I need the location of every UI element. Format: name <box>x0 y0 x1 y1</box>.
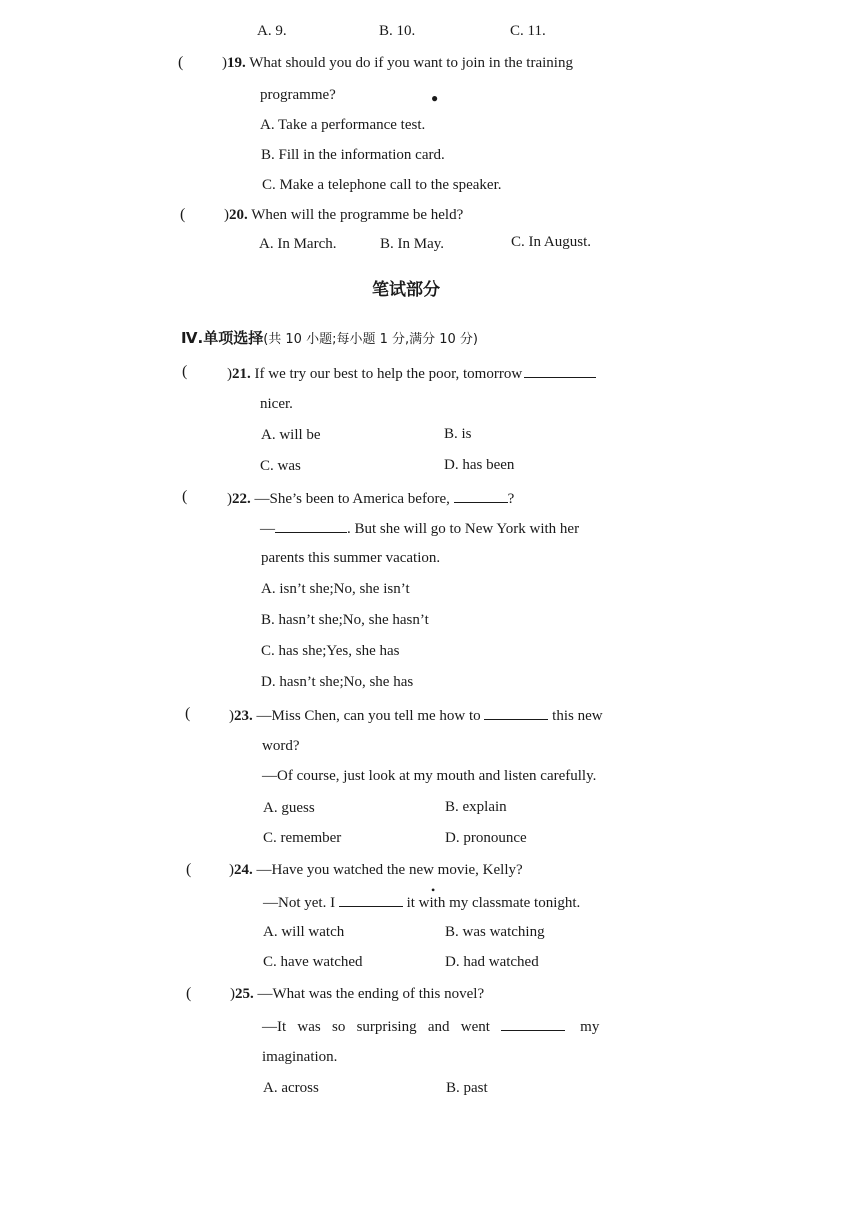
q19-paren-close: ) <box>222 55 227 71</box>
section-4-roman: Ⅳ. <box>181 329 204 347</box>
q23-blank[interactable] <box>484 705 548 720</box>
section-4-heading <box>181 328 478 350</box>
q21-option-c: C. was <box>260 458 301 474</box>
q21-stem-line2: nicer. <box>260 396 293 412</box>
q22-answer-paren-open: ( <box>182 488 188 505</box>
q25-stem-line2b: my <box>580 1019 600 1035</box>
q24-stem-line1: —Have you watched the new movie, Kelly? <box>256 862 523 878</box>
q24-option-b: B. was watching <box>445 924 545 940</box>
q20-option-a: A. In March. <box>259 236 337 252</box>
q24-stem-line2a: —Not yet. I <box>263 895 336 911</box>
q22-option-d: D. hasn’t she;No, she has <box>261 674 414 690</box>
q25-stem-line1: —What was the ending of this novel? <box>257 986 485 1002</box>
q24-question: )24. —Have you watched the new movie, Kelly? <box>229 862 523 878</box>
q25-answer-paren-open: ( <box>186 985 192 1002</box>
q24-blank[interactable] <box>339 892 403 907</box>
q20-stem: When will the programme be held? <box>251 207 464 223</box>
q19-stem-line1: What should you do if you want to join in the training <box>249 55 573 71</box>
q21-blank[interactable] <box>524 363 596 378</box>
q22-blank-2[interactable] <box>275 518 347 533</box>
q21-option-d: D. has been <box>444 457 515 473</box>
q19-question <box>222 54 573 72</box>
q22-number: 22. <box>232 491 251 507</box>
q22-option-b: B. hasn’t she;No, she hasn’t <box>261 612 429 628</box>
q18-option-c: C. 11. <box>510 23 546 39</box>
q23-answer-paren-open: ( <box>185 705 191 722</box>
q20-option-c: C. In August. <box>511 234 592 250</box>
q25-stem-line2 <box>262 1016 599 1036</box>
q24-option-c: C. have watched <box>263 954 363 970</box>
q18-option-b: B. 10. <box>379 23 416 39</box>
q22-blank-1[interactable] <box>454 488 508 503</box>
q22-stem-line2 <box>260 518 579 538</box>
q23-question: )23. —Miss Chen, can you tell me how to this new <box>229 705 603 725</box>
q20-answer-paren-open: ( <box>180 206 186 223</box>
q21-option-b: B. is <box>444 426 472 442</box>
q22-stem-line2b: . But she will go to New York with her <box>347 521 580 537</box>
q25-blank[interactable] <box>501 1016 565 1031</box>
ink-mark: ● <box>431 91 439 105</box>
q23-option-b: B. explain <box>445 799 507 815</box>
q21-question: )21. If we try our best to help the poor, tomorrow <box>227 363 596 383</box>
section-4-title: 单项选择 <box>203 329 264 347</box>
q19-option-c: C. Make a telephone call to the speaker. <box>262 177 502 193</box>
q20-number: 20. <box>229 207 248 223</box>
q23-number: 23. <box>234 708 253 724</box>
q25-question: )25. —What was the ending of this novel? <box>230 986 485 1002</box>
q19-number: 19. <box>227 55 246 71</box>
section-4-note: (共 10 小题;每小题 1 分,满分 10 分) <box>263 332 479 347</box>
q18-option-a: A. 9. <box>257 23 287 39</box>
q23-stem-line2: word? <box>262 738 300 754</box>
q19-option-b: B. Fill in the information card. <box>261 147 445 163</box>
q24-number: 24. <box>234 862 253 878</box>
q19-answer-paren-open: ( <box>178 54 184 71</box>
q25-number: 25. <box>235 986 254 1002</box>
q21-number: 21. <box>232 366 251 382</box>
q24-option-d: D. had watched <box>445 954 539 970</box>
q24-stem-line2 <box>263 892 580 912</box>
q21-option-a: A. will be <box>261 427 321 443</box>
q24-answer-paren-open: ( <box>186 861 192 878</box>
q25-option-b: B. past <box>446 1080 488 1096</box>
written-part-title: 笔试部分 <box>372 280 440 300</box>
q23-stem-line1b: this new <box>552 708 603 724</box>
q22-stem-line1a: —She’s been to America before, <box>254 491 450 507</box>
q22-question: )22. —She’s been to America before, ? <box>227 488 514 508</box>
q24-stem-line2b: it with my classmate tonight. <box>406 895 581 911</box>
q23-option-a: A. guess <box>263 800 315 816</box>
q25-stem-line2a: —It was so surprising and went <box>262 1019 490 1035</box>
q20-option-b: B. In May. <box>380 236 445 252</box>
q21-stem-line1: If we try our best to help the poor, tomorrow <box>254 366 523 382</box>
q24-option-a: A. will watch <box>263 924 345 940</box>
q25-stem-line3: imagination. <box>262 1049 338 1065</box>
q23-option-c: C. remember <box>263 830 342 846</box>
q22-option-c: C. has she;Yes, she has <box>261 643 400 659</box>
ink-mark: • <box>431 883 436 897</box>
q23-stem-line3: —Of course, just look at my mouth and listen carefully. <box>262 768 597 784</box>
q19-option-a: A. Take a performance test. <box>260 117 426 133</box>
q21-answer-paren-open: ( <box>182 363 188 380</box>
q23-option-d: D. pronounce <box>445 830 527 846</box>
q20-question <box>224 206 463 224</box>
q22-stem-line1b: ? <box>507 491 515 507</box>
q25-option-a: A. across <box>263 1080 319 1096</box>
q23-stem-line1a: —Miss Chen, can you tell me how to <box>256 708 481 724</box>
q20-paren-close: ) <box>224 207 229 223</box>
q22-option-a: A. isn’t she;No, she isn’t <box>261 581 410 597</box>
q22-stem-line3: parents this summer vacation. <box>261 550 441 566</box>
q19-stem-line2: programme? <box>260 87 336 103</box>
q22-stem-line2a: — <box>260 521 275 537</box>
